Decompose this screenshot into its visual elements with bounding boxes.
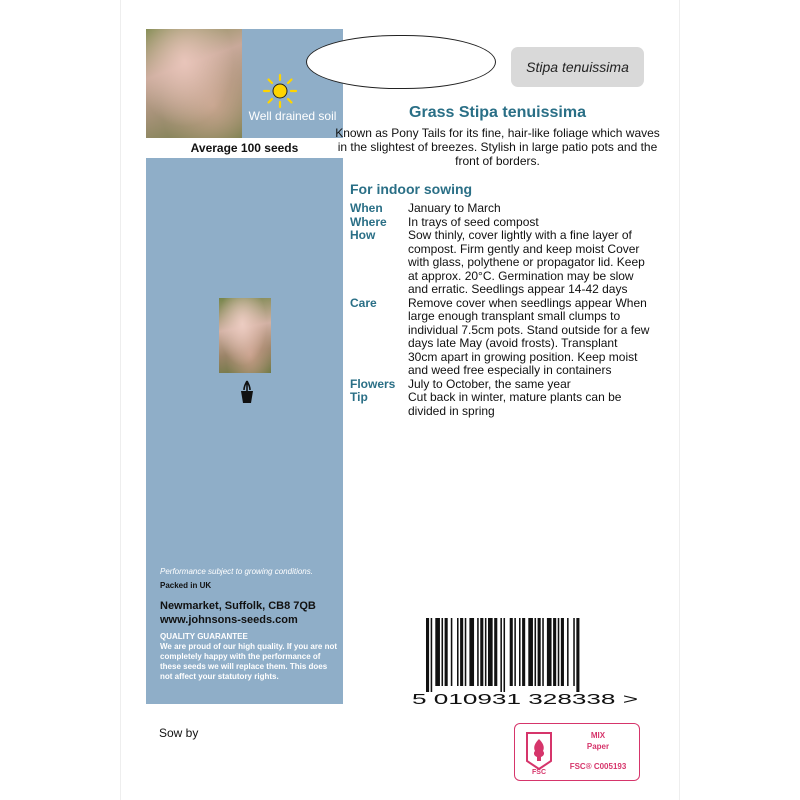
fsc-mix-label: MIX: [590, 731, 606, 740]
barcode-bar: [431, 618, 433, 692]
grass-photo-small: [219, 298, 271, 373]
barcode-bar: [547, 618, 552, 686]
fsc-tree-icon: [521, 729, 557, 775]
barcode-bar: [567, 618, 569, 686]
quality-guarantee: [160, 632, 340, 682]
instruction-label: Flowers: [350, 376, 396, 391]
barcode-bar: [558, 618, 560, 686]
instruction-text: July to October, the same year: [408, 376, 571, 391]
barcode-bar: [538, 618, 541, 686]
guarantee-text: We are proud of our high quality. If you are not completely happy with the performance of these seeds we will replace them. This does not affect your statutory rights.: [160, 642, 338, 681]
instruction-row-tip: [350, 391, 650, 418]
fsc-paper-label: Paper: [586, 742, 610, 751]
instruction-text: Cut back in winter, mature plants can be divided in spring: [408, 390, 622, 418]
performance-note: Performance subject to growing conditions.: [160, 567, 313, 576]
barcode-bar: [553, 618, 556, 686]
instruction-label: Where: [350, 214, 387, 229]
sow-by-label: Sow by: [159, 726, 199, 740]
instruction-row-where: [350, 216, 650, 230]
instruction-label: How: [350, 228, 376, 242]
barcode-bar: [426, 618, 429, 692]
section-heading: For indoor sowing: [350, 181, 473, 197]
soil-label: Well drained soil: [248, 109, 337, 123]
barcode-bar: [535, 618, 537, 686]
instruction-row-care: [350, 297, 650, 378]
instruction-text: January to March: [408, 201, 501, 215]
barcode-bar: [500, 618, 502, 692]
instruction-row-how: [350, 229, 650, 297]
barcode-bar: [477, 618, 479, 686]
barcode-bar: [442, 618, 444, 686]
guarantee-title: QUALITY GUARANTEE: [160, 632, 248, 641]
barcode-bar: [469, 618, 474, 686]
price-label-oval: [306, 35, 496, 89]
instruction-row-flowers: [350, 378, 650, 392]
barcode: [412, 614, 640, 709]
instruction-text: In trays of seed compost: [408, 214, 539, 229]
latin-name-badge: Stipa tenuissima: [511, 47, 644, 87]
barcode-bar: [514, 618, 516, 686]
barcode-bar: [519, 618, 521, 686]
barcode-bar: [488, 618, 493, 686]
left-panel: [146, 29, 343, 704]
grass-photo-top: [146, 29, 242, 138]
website-link[interactable]: www.johnsons-seeds.com: [160, 614, 298, 626]
instruction-row-when: [350, 202, 650, 216]
address-block: [160, 599, 316, 627]
barcode-bar: [480, 618, 483, 686]
barcode-bar: [451, 618, 453, 686]
barcode-bar: [561, 618, 564, 686]
pot-plant-icon: [240, 379, 254, 405]
fsc-license-code: FSC® C005193: [569, 762, 627, 771]
fsc-badge: [514, 723, 640, 781]
barcode-bars: [426, 618, 579, 692]
barcode-bar: [485, 618, 487, 686]
instruction-text: Remove cover when seedlings appear When large enough transplant small clumps to individual 7.5cm pots. Stand outside for a few days late May (avoid frosts). Transplant 30cm apart in growing position. Keep moist and weed free especially in containers: [408, 295, 650, 377]
barcode-bar: [457, 618, 459, 686]
barcode-bar: [504, 618, 506, 692]
barcode-bar: [465, 618, 467, 686]
barcode-bar: [542, 618, 544, 686]
instruction-label: When: [350, 201, 383, 215]
barcode-bar: [435, 618, 440, 686]
barcode-bar: [460, 618, 463, 686]
barcode-bar: [528, 618, 533, 686]
barcode-bar: [445, 618, 448, 686]
barcode-bar: [494, 618, 497, 686]
address-line: Newmarket, Suffolk, CB8 7QB: [160, 600, 316, 612]
svg-text:FSC: FSC: [532, 769, 546, 775]
product-title: Grass Stipa tenuissima: [409, 104, 586, 121]
barcode-bar: [510, 618, 513, 686]
instruction-label: Care: [350, 295, 377, 310]
sun-icon: [262, 73, 298, 109]
barcode-bar: [576, 618, 579, 692]
instruction-text: Sow thinly, cover lightly with a fine layer of compost. Firm gently and keep moist Cover with glass, polythene or propagator lid. Keep at approx. 20°C. Germination may be slow and erratic. Seedlings appear 14-42 days: [408, 228, 645, 296]
sowing-instructions: [350, 202, 650, 418]
barcode-bar: [573, 618, 575, 686]
barcode-digits: 5 010931 328338 >: [412, 691, 639, 708]
barcode-bar: [522, 618, 525, 686]
product-description: Known as Pony Tails for its fine, hair-like foliage which waves in the slightest of breezes. Stylish in large patio pots and the front of borders.: [335, 126, 660, 168]
fsc-mix-text: [561, 730, 635, 752]
instruction-label: Tip: [350, 390, 368, 404]
packed-in-label: Packed in UK: [160, 581, 212, 590]
seed-count: Average 100 seeds: [146, 138, 343, 158]
